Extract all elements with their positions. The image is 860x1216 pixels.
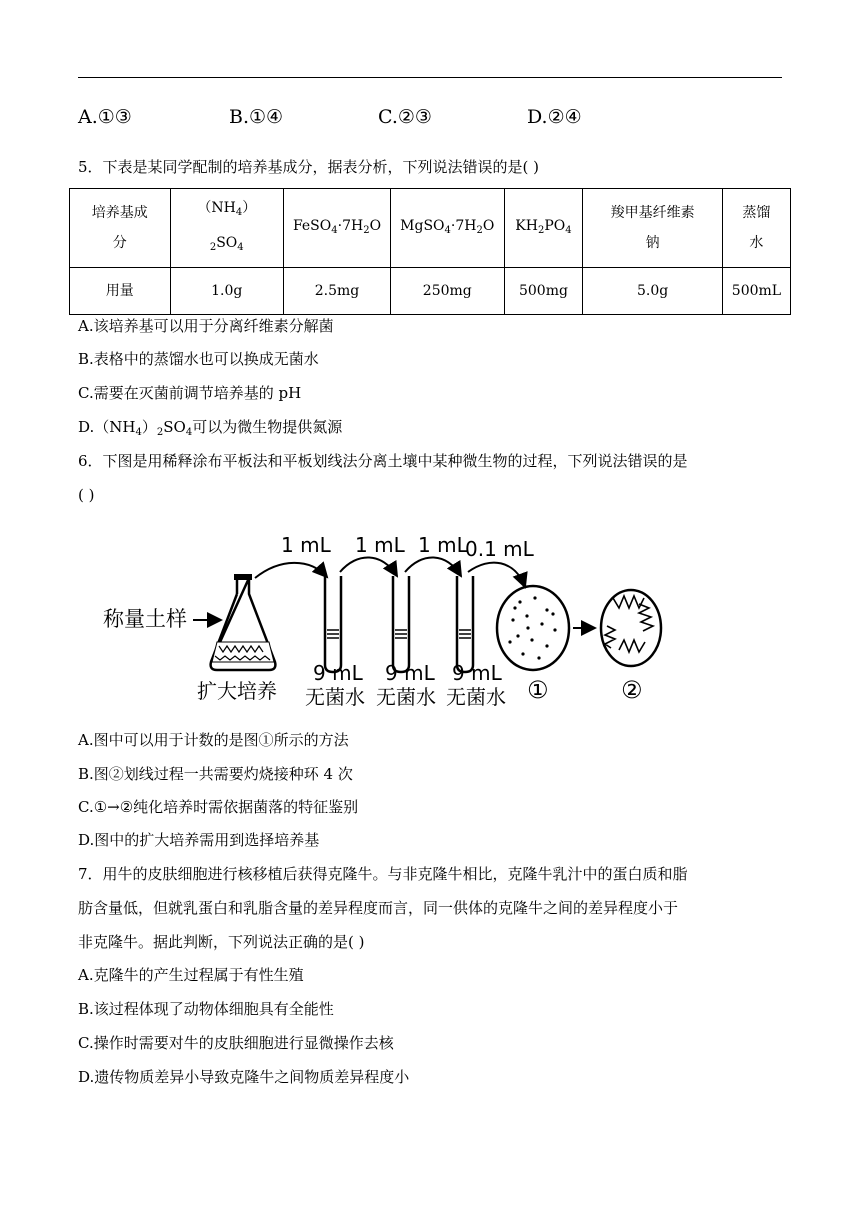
previous-question-options: [78, 106, 782, 140]
transfer-arrow: [255, 563, 327, 578]
row-label-cell: 用量: [70, 268, 171, 315]
tube-water-label: 无菌水: [305, 685, 365, 709]
q6-option-b: B.图②划线过程一共需要灼烧接种环 4 次: [78, 765, 353, 783]
plate-label-2: ②: [621, 676, 643, 704]
header-cell: $(NH_4)$ $_2SO_4$: [170, 189, 284, 268]
table-header-row: [70, 189, 791, 268]
header-cell: 羧甲基纤维素 钠: [583, 189, 722, 268]
volume-label-3: 1 mL: [418, 533, 468, 557]
value-cell: 500mg: [504, 268, 583, 315]
header-cell: 蒸馏 水: [722, 189, 790, 268]
spread-plate-icon: [497, 586, 569, 670]
q6-option-d: D.图中的扩大培养需用到选择培养基: [78, 831, 320, 849]
tube-volume-label: 9 mL: [313, 661, 363, 685]
value-cell: 250mg: [391, 268, 505, 315]
header-cell: 培养基成 分: [70, 189, 171, 268]
flask-icon: [211, 574, 276, 670]
q7-stem-line3: 非克隆牛。据此判断，下列说法正确的是( ): [78, 933, 365, 951]
volume-label-2: 1 mL: [355, 533, 405, 557]
transfer-arrow: [468, 563, 525, 587]
volume-label-4: 0.1 mL: [465, 537, 534, 561]
q7-option-b: B.该过程体现了动物体细胞具有全能性: [78, 1000, 334, 1018]
medium-composition-table: [69, 188, 791, 315]
tube-volume-label: 9 mL: [385, 661, 435, 685]
transfer-arrow: [405, 557, 461, 576]
flask-label: 扩大培养: [197, 679, 277, 703]
option-b: B.①④: [229, 106, 284, 128]
tube-water-label: 无菌水: [446, 685, 506, 709]
value-cell: 2.5mg: [284, 268, 391, 315]
value-cell: 1.0g: [170, 268, 284, 315]
volume-label-1: 1 mL: [281, 533, 331, 557]
value-cell: 500mL: [722, 268, 790, 315]
q6-stem-line2: ( ): [78, 486, 95, 504]
q7-option-d: D.遗传物质差异小导致克隆牛之间物质差异程度小: [78, 1068, 410, 1086]
q6-stem-line1: 6．下图是用稀释涂布平板法和平板划线法分离土壤中某种微生物的过程，下列说法错误的是: [78, 452, 688, 470]
tube-volume-label: 9 mL: [452, 661, 502, 685]
q7-option-a: A.克隆牛的产生过程属于有性生殖: [78, 966, 304, 984]
q7-option-c: C.操作时需要对牛的皮肤细胞进行显微操作去核: [78, 1034, 394, 1052]
q5-option-c: C.需要在灭菌前调节培养基的 pH: [78, 384, 302, 402]
test-tube-icon: [325, 576, 341, 672]
table-value-row: [70, 268, 791, 315]
q6-option-a: A.图中可以用于计数的是图①所示的方法: [78, 731, 349, 749]
plate-label-1: ①: [527, 676, 549, 704]
q5-stem: 5．下表是某同学配制的培养基成分，据表分析，下列说法错误的是( ): [78, 158, 540, 176]
value-cell: 5.0g: [583, 268, 722, 315]
header-cell: $KH_2PO_4$: [504, 189, 583, 268]
option-c: C.②③: [378, 106, 432, 128]
option-d: D.②④: [527, 106, 582, 128]
q5-option-d: $D.(NH_4)_2SO_4$可以为微生物提供氮源: [78, 418, 343, 438]
q6-option-c: C.①→②纯化培养时需依据菌落的特征鉴别: [78, 798, 359, 816]
q5-option-b: B.表格中的蒸馏水也可以换成无菌水: [78, 350, 319, 368]
tube-water-label: 无菌水: [376, 685, 436, 709]
test-tube-icon: [393, 576, 409, 672]
test-tube-icon: [457, 576, 473, 672]
q5-option-a: A.该培养基可以用于分离纤维素分解菌: [78, 317, 334, 335]
header-cell: $MgSO_4\cdot 7H_2O$: [391, 189, 505, 268]
header-rule: [78, 77, 782, 78]
transfer-arrow: [340, 557, 397, 576]
header-cell: $FeSO_4\cdot 7H_2O$: [284, 189, 391, 268]
q7-stem-line1: 7．用牛的皮肤细胞进行核移植后获得克隆牛。与非克隆牛相比，克隆牛乳汁中的蛋白质和脂: [78, 865, 688, 883]
input-label: 称量土样: [103, 607, 187, 631]
q7-stem-line2: 肪含量低，但就乳蛋白和乳脂含量的差异程度而言，同一供体的克隆牛之间的差异程度小于: [78, 899, 679, 917]
dilution-plating-figure: [95, 530, 695, 715]
option-a: A.①③: [78, 106, 132, 128]
streak-plate-icon: [601, 590, 661, 666]
